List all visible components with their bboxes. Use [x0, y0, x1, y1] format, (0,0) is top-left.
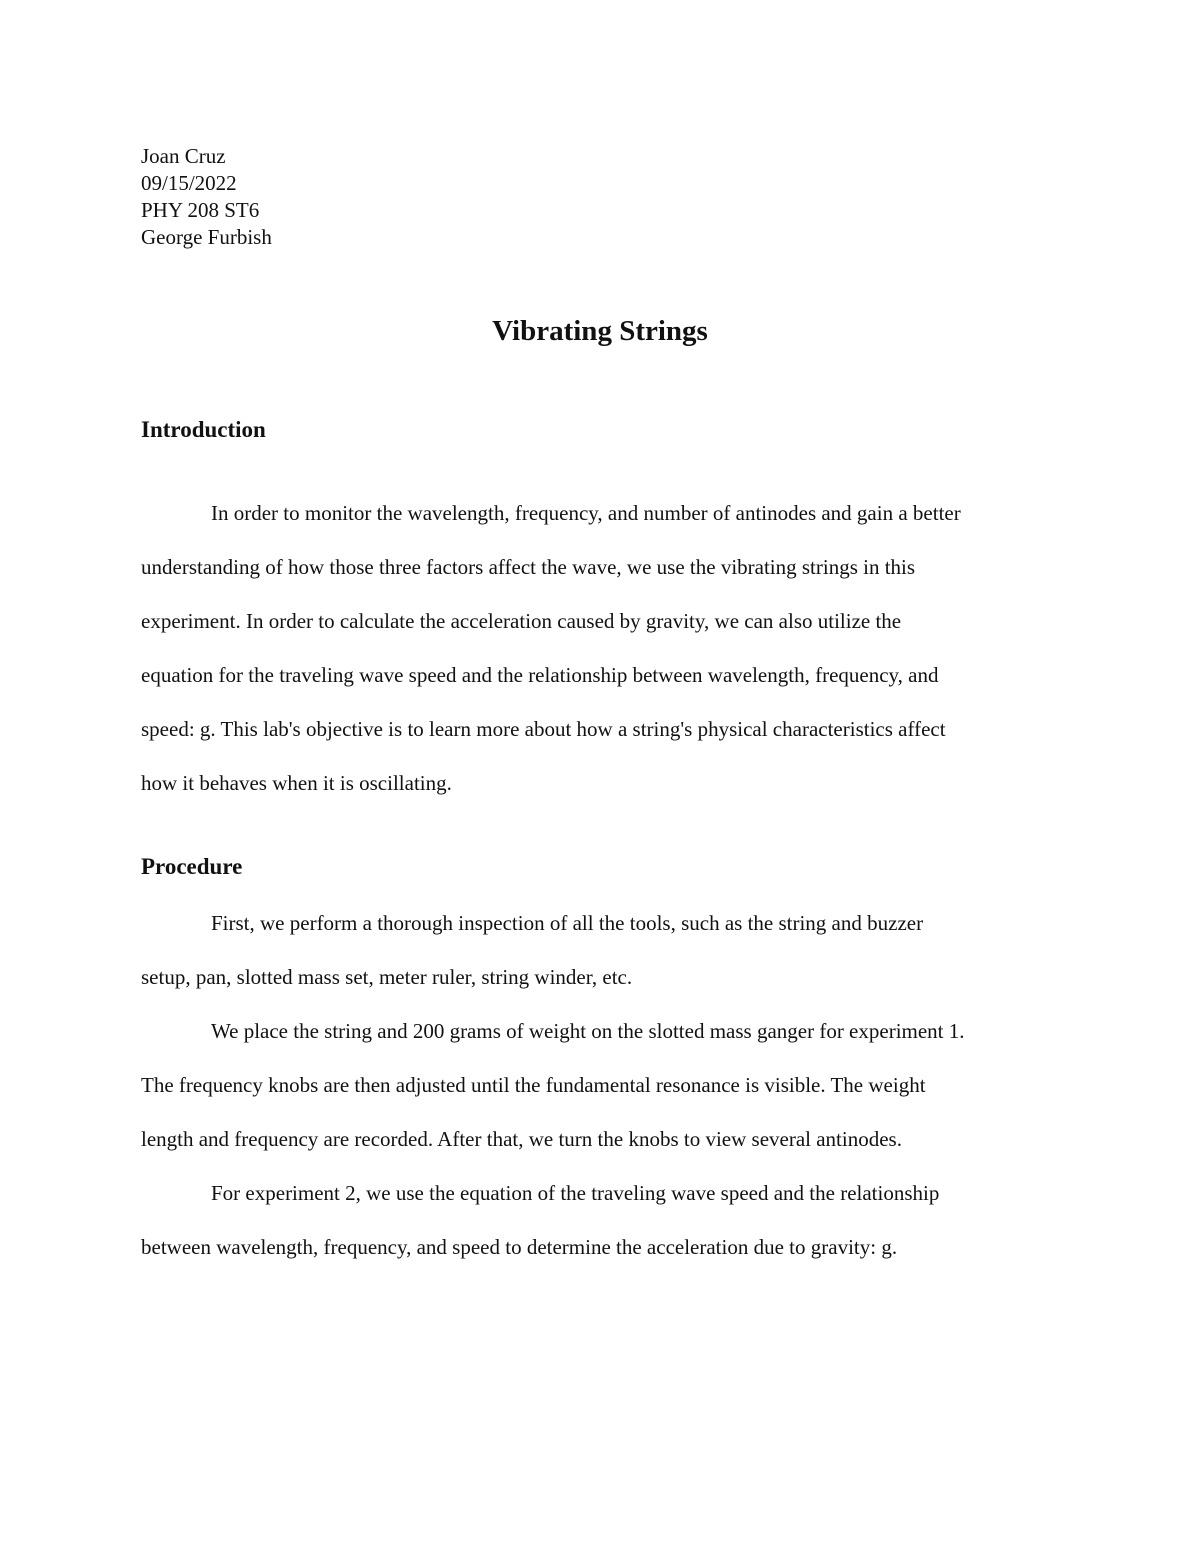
procedure-heading: Procedure [141, 854, 243, 879]
introduction-line: understanding of how those three factors affect the wave, we use the vibrating strings in this [141, 555, 916, 579]
procedure-line: For experiment 2, we use the equation of the traveling wave speed and the relationship [211, 1181, 940, 1205]
procedure-line: First, we perform a thorough inspection of all the tools, such as the string and buzzer [211, 911, 924, 935]
introduction-heading: Introduction [141, 417, 266, 442]
procedure-line: The frequency knobs are then adjusted until the fundamental resonance is visible. The weight [141, 1073, 926, 1097]
procedure-line: between wavelength, frequency, and speed to determine the acceleration due to gravity: g. [141, 1235, 898, 1259]
introduction-line: how it behaves when it is oscillating. [141, 771, 452, 795]
introduction-line: experiment. In order to calculate the acceleration caused by gravity, we can also utilize the [141, 609, 902, 633]
introduction-line: equation for the traveling wave speed and the relationship between wavelength, frequency, and [141, 663, 939, 687]
introduction-line: In order to monitor the wavelength, frequency, and number of antinodes and gain a better [211, 501, 961, 525]
course-code: PHY 208 ST6 [141, 198, 260, 222]
procedure-line: length and frequency are recorded. After that, we turn the knobs to view several antinodes. [141, 1127, 902, 1151]
procedure-line: setup, pan, slotted mass set, meter ruler, string winder, etc. [141, 965, 633, 989]
introduction-line: speed: g. This lab's objective is to learn more about how a string's physical characteristics affect [141, 717, 946, 741]
report-date: 09/15/2022 [141, 171, 237, 195]
document-title: Vibrating Strings [492, 315, 708, 347]
author-header [141, 143, 272, 251]
procedure-line: We place the string and 200 grams of weight on the slotted mass ganger for experiment 1. [211, 1019, 965, 1043]
author-name: Joan Cruz [141, 144, 226, 168]
instructor-name: George Furbish [141, 225, 272, 249]
